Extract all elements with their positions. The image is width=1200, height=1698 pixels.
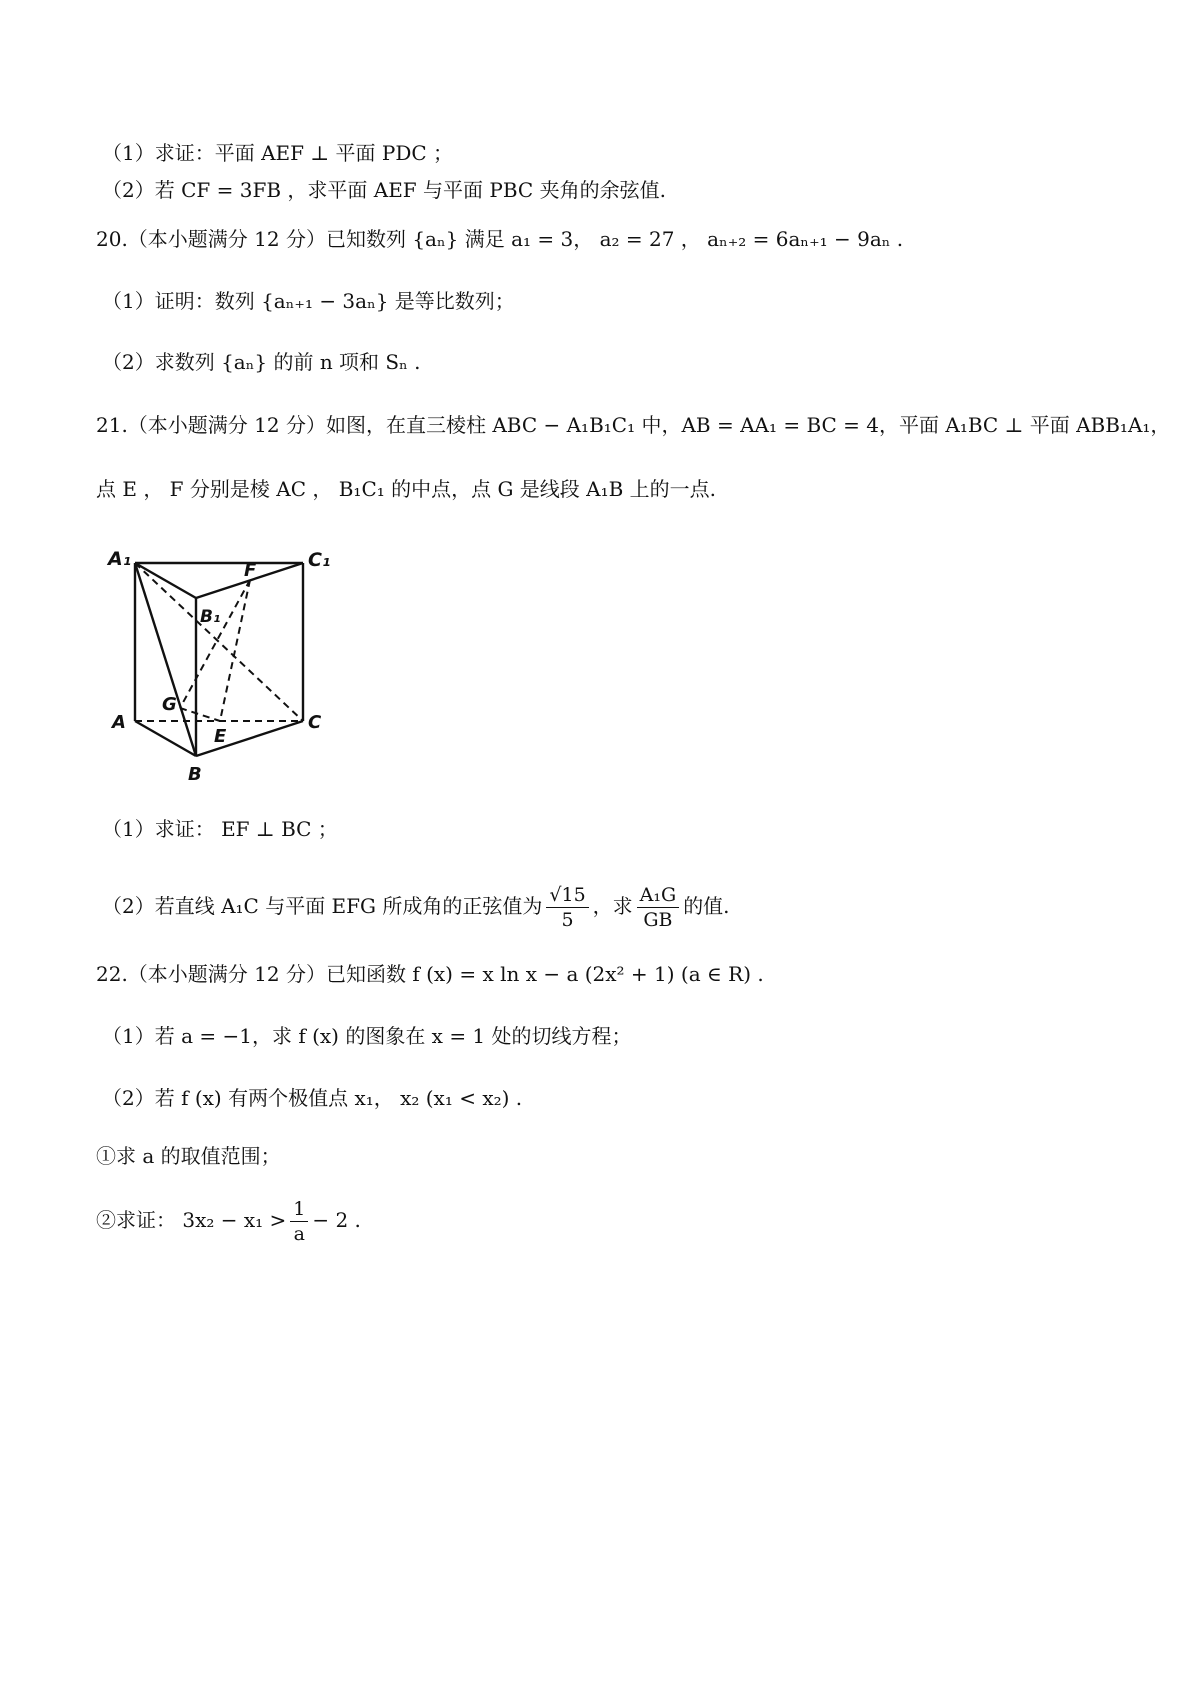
q22-part2: （2）若 f (x) 有两个极值点 x₁， x₂ (x₁ < x₂) . [102, 1086, 523, 1110]
inverse-a-denominator: a [293, 1223, 305, 1245]
inverse-a-fraction [290, 1197, 308, 1246]
q20-part1: （1）证明：数列 {aₙ₊₁ − 3aₙ} 是等比数列； [102, 289, 515, 313]
sine-denominator: 5 [561, 909, 574, 931]
q22-part2b [96, 1190, 1140, 1250]
q22-part2b-post: − 2 . [312, 1208, 361, 1232]
q22-part2a: ①求 a 的取值范围； [96, 1144, 281, 1168]
ratio-denominator: GB [643, 909, 673, 931]
label-a: A [112, 712, 126, 733]
q21-part2-post: 的值. [683, 894, 730, 918]
prism-diagram [100, 538, 340, 788]
q20-statement: 20.（本小题满分 12 分）已知数列 {aₙ} 满足 a₁ = 3， a₂ = 27 ， aₙ₊₂ = 6aₙ₊₁ − 9aₙ . [96, 227, 904, 251]
q20-part2: （2）求数列 {aₙ} 的前 n 项和 Sₙ . [102, 350, 421, 374]
q19-part2: （2）若 CF = 3FB ，求平面 AEF 与平面 PBC 夹角的余弦值. [102, 178, 666, 202]
label-g: G [162, 694, 177, 715]
sine-numerator: √15 [546, 883, 588, 908]
label-a1: A₁ [108, 548, 132, 570]
sine-fraction [546, 883, 588, 932]
q21-statement-line2: 点 E ， F 分别是棱 AC ， B₁C₁ 的中点，点 G 是线段 A₁B 上的一点. [96, 477, 717, 501]
q22-statement: 22.（本小题满分 12 分）已知函数 f (x) = x ln x − a (2x² + 1) (a ∈ R) . [96, 962, 764, 986]
q22-part1: （1）若 a = −1，求 f (x) 的图象在 x = 1 处的切线方程； [102, 1024, 632, 1048]
label-b1: B₁ [200, 607, 221, 627]
ratio-numerator: A₁G [637, 883, 680, 908]
q21-statement-line1: 21.（本小题满分 12 分）如图，在直三棱柱 ABC − A₁B₁C₁ 中，AB = AA₁ = BC = 4，平面 A₁BC ⊥ 平面 ABB₁A₁， [96, 413, 1171, 437]
label-c: C [308, 712, 322, 733]
label-b: B [188, 764, 202, 785]
q21-part2 [102, 876, 1140, 936]
label-f: F [244, 560, 257, 581]
q21-part1: （1）求证： EF ⊥ BC ； [102, 817, 338, 841]
label-e: E [214, 726, 227, 747]
q21-part2-text: （2）若直线 A₁C 与平面 EFG 所成角的正弦值为 [102, 894, 543, 918]
ratio-fraction [637, 883, 680, 932]
q21-part2-mid: ，求 [592, 894, 633, 918]
q19-part1: （1）求证：平面 AEF ⊥ 平面 PDC ； [102, 141, 454, 165]
inverse-a-numerator: 1 [290, 1197, 308, 1222]
prism-figure [100, 538, 340, 788]
label-c1: C₁ [308, 549, 331, 571]
q22-part2b-text: ②求证： 3x₂ − x₁ > [96, 1208, 287, 1232]
